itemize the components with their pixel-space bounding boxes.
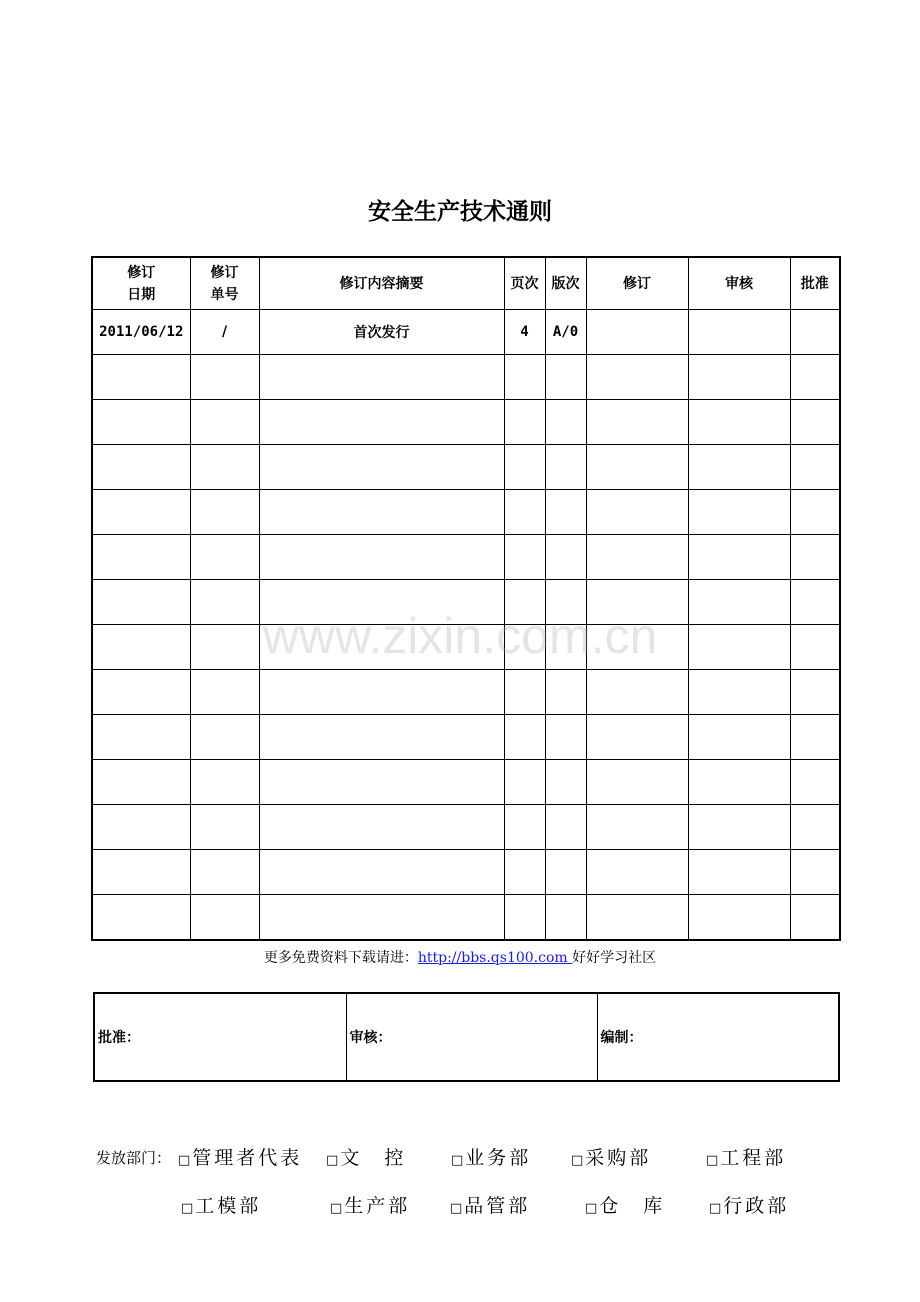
- cell-revision-date[interactable]: [92, 850, 190, 895]
- row2-dept-4[interactable]: [585, 1191, 665, 1218]
- header-revised-by: 修订: [586, 257, 688, 310]
- cell-page-count[interactable]: [504, 490, 545, 535]
- cell-version[interactable]: [545, 760, 586, 805]
- cell-approved-by[interactable]: [790, 805, 840, 850]
- watermark: www.zixin.com.cn: [262, 608, 658, 664]
- table-row: [92, 625, 840, 670]
- header-revision-date: 修订 日期: [92, 257, 190, 310]
- table-row: [92, 580, 840, 625]
- cell-revised-by[interactable]: [586, 760, 688, 805]
- cell-page-count[interactable]: [504, 625, 545, 670]
- checkbox-icon[interactable]: □: [181, 1201, 196, 1216]
- cell-approved-by[interactable]: [790, 400, 840, 445]
- promo-prefix: 更多免费资料下载请进：: [263, 950, 418, 966]
- dept-label: 行政部: [723, 1195, 790, 1217]
- cell-page-count[interactable]: [504, 400, 545, 445]
- cell-revised-by[interactable]: [586, 805, 688, 850]
- cell-reviewed-by[interactable]: [688, 625, 790, 670]
- cell-revised-by[interactable]: [586, 670, 688, 715]
- cell-reviewed-by[interactable]: [688, 580, 790, 625]
- cell-revision-number[interactable]: [190, 580, 259, 625]
- checkbox-icon[interactable]: □: [585, 1201, 600, 1216]
- cell-version[interactable]: [545, 895, 586, 941]
- cell-page-count[interactable]: [504, 715, 545, 760]
- dept-label: 工程部: [720, 1147, 787, 1169]
- cell-revision-date[interactable]: [92, 355, 190, 400]
- cell-page-count[interactable]: [504, 850, 545, 895]
- cell-revision-date[interactable]: [92, 580, 190, 625]
- promo-suffix: 好好学习社区: [572, 950, 657, 966]
- cell-revision-summary[interactable]: [259, 490, 504, 535]
- cell-revised-by[interactable]: [586, 310, 688, 355]
- cell-revision-date[interactable]: [92, 895, 190, 941]
- cell-revision-date[interactable]: [92, 445, 190, 490]
- cell-approved-by[interactable]: [790, 715, 840, 760]
- cell-revision-summary[interactable]: [259, 355, 504, 400]
- checkbox-icon[interactable]: □: [330, 1201, 345, 1216]
- cell-version[interactable]: [545, 490, 586, 535]
- cell-revision-date[interactable]: [92, 625, 190, 670]
- table-row: [92, 760, 840, 805]
- checkbox-icon[interactable]: □: [326, 1153, 341, 1168]
- cell-approved-by[interactable]: [790, 625, 840, 670]
- dept-label: 仓 库: [599, 1195, 666, 1217]
- dept-label: 业务部: [465, 1147, 532, 1169]
- checkbox-icon[interactable]: □: [706, 1153, 721, 1168]
- cell-version[interactable]: [545, 355, 586, 400]
- row2-dept-2[interactable]: [330, 1191, 410, 1218]
- cell-revised-by[interactable]: [586, 490, 688, 535]
- cell-revision-number[interactable]: [190, 850, 259, 895]
- cell-page-count[interactable]: [504, 355, 545, 400]
- table-row: [92, 805, 840, 850]
- cell-reviewed-by[interactable]: [688, 490, 790, 535]
- row1-dept-4[interactable]: [571, 1143, 651, 1170]
- cell-page-count[interactable]: [504, 445, 545, 490]
- cell-reviewed-by[interactable]: [688, 445, 790, 490]
- row2-dept-3[interactable]: [450, 1191, 530, 1218]
- cell-revised-by[interactable]: [586, 625, 688, 670]
- cell-revised-by[interactable]: [586, 895, 688, 941]
- header-revision-summary: 修订内容摘要: [259, 257, 504, 310]
- table-row: [92, 355, 840, 400]
- table-row: [92, 715, 840, 760]
- cell-revision-date[interactable]: [92, 715, 190, 760]
- cell-revised-by[interactable]: [586, 535, 688, 580]
- prepare-field[interactable]: 编制：: [597, 993, 839, 1081]
- cell-revision-number[interactable]: /: [190, 310, 259, 355]
- distribution-label: 发放部门：: [96, 1149, 172, 1167]
- dept-label: 生产部: [344, 1195, 411, 1217]
- cell-approved-by[interactable]: [790, 760, 840, 805]
- cell-revision-date[interactable]: 2011/06/12: [92, 310, 190, 355]
- header-approved-by: 批准: [790, 257, 840, 310]
- dept-label: 品管部: [464, 1195, 531, 1217]
- cell-revision-number[interactable]: [190, 670, 259, 715]
- table-row: [92, 445, 840, 490]
- row1-dept-2[interactable]: [326, 1143, 406, 1170]
- cell-revision-date[interactable]: [92, 670, 190, 715]
- cell-revision-summary[interactable]: [259, 760, 504, 805]
- dept-label: 采购部: [585, 1147, 652, 1169]
- row2-dept-5[interactable]: [709, 1191, 789, 1218]
- cell-revision-date[interactable]: [92, 490, 190, 535]
- dept-label: 工模部: [195, 1195, 262, 1217]
- cell-revision-summary[interactable]: [259, 400, 504, 445]
- cell-approved-by[interactable]: [790, 580, 840, 625]
- cell-revision-number[interactable]: [190, 355, 259, 400]
- dept-label: 文 控: [340, 1147, 407, 1169]
- cell-revision-number[interactable]: [190, 805, 259, 850]
- cell-revision-number[interactable]: [190, 400, 259, 445]
- cell-reviewed-by[interactable]: [688, 670, 790, 715]
- row1-dept-5[interactable]: [706, 1143, 786, 1170]
- cell-revision-number[interactable]: [190, 715, 259, 760]
- cell-revision-date[interactable]: [92, 535, 190, 580]
- cell-approved-by[interactable]: [790, 310, 840, 355]
- cell-approved-by[interactable]: [790, 535, 840, 580]
- review-field[interactable]: 审核：: [346, 993, 597, 1081]
- promo-link[interactable]: http://bbs.qs100.com: [417, 950, 573, 966]
- cell-page-count[interactable]: [504, 760, 545, 805]
- cell-reviewed-by[interactable]: [688, 760, 790, 805]
- table-row: [92, 400, 840, 445]
- cell-reviewed-by[interactable]: [688, 715, 790, 760]
- promo-line: [0, 947, 920, 967]
- table-row: [92, 670, 840, 715]
- cell-revision-summary[interactable]: [259, 535, 504, 580]
- cell-revision-summary[interactable]: [259, 445, 504, 490]
- cell-revised-by[interactable]: [586, 580, 688, 625]
- cell-reviewed-by[interactable]: [688, 400, 790, 445]
- cell-approved-by[interactable]: [790, 850, 840, 895]
- header-page-count: 页次: [504, 257, 545, 310]
- cell-version[interactable]: [545, 715, 586, 760]
- cell-reviewed-by[interactable]: [688, 895, 790, 941]
- table-header-row: [92, 257, 840, 310]
- cell-revision-summary[interactable]: [259, 850, 504, 895]
- cell-version[interactable]: [545, 625, 586, 670]
- cell-revision-number[interactable]: [190, 490, 259, 535]
- cell-revision-summary[interactable]: [259, 715, 504, 760]
- cell-version[interactable]: [545, 670, 586, 715]
- table-row: [92, 895, 840, 941]
- header-version: 版次: [545, 257, 586, 310]
- document-title: 安全生产技术通则: [368, 198, 552, 225]
- row1-dept-3[interactable]: [451, 1143, 531, 1170]
- cell-revised-by[interactable]: [586, 850, 688, 895]
- cell-reviewed-by[interactable]: [688, 535, 790, 580]
- cell-reviewed-by[interactable]: [688, 850, 790, 895]
- cell-version[interactable]: A/0: [545, 310, 586, 355]
- cell-revision-number[interactable]: [190, 535, 259, 580]
- cell-revised-by[interactable]: [586, 355, 688, 400]
- table-row: [92, 310, 840, 355]
- revision-table: [91, 256, 841, 941]
- cell-revision-summary[interactable]: [259, 670, 504, 715]
- row1-dept-1[interactable]: [178, 1143, 302, 1170]
- checkbox-icon[interactable]: □: [178, 1153, 193, 1168]
- cell-version[interactable]: [545, 580, 586, 625]
- cell-revised-by[interactable]: [586, 400, 688, 445]
- cell-approved-by[interactable]: [790, 670, 840, 715]
- checkbox-icon[interactable]: □: [451, 1153, 466, 1168]
- cell-page-count[interactable]: [504, 670, 545, 715]
- approve-field[interactable]: 批准：: [94, 993, 346, 1081]
- cell-page-count[interactable]: [504, 805, 545, 850]
- cell-approved-by[interactable]: [790, 895, 840, 941]
- cell-revision-summary[interactable]: 首次发行: [259, 310, 504, 355]
- signature-table: [93, 992, 840, 1082]
- cell-version[interactable]: [545, 850, 586, 895]
- cell-revised-by[interactable]: [586, 445, 688, 490]
- cell-revision-date[interactable]: [92, 400, 190, 445]
- cell-approved-by[interactable]: [790, 355, 840, 400]
- cell-version[interactable]: [545, 535, 586, 580]
- cell-page-count[interactable]: [504, 580, 545, 625]
- cell-approved-by[interactable]: [790, 490, 840, 535]
- header-revision-number: 修订 单号: [190, 257, 259, 310]
- table-row: [92, 535, 840, 580]
- cell-page-count[interactable]: [504, 895, 545, 941]
- cell-revision-number[interactable]: [190, 895, 259, 941]
- cell-revision-date[interactable]: [92, 760, 190, 805]
- table-row: [92, 490, 840, 535]
- cell-reviewed-by[interactable]: [688, 805, 790, 850]
- cell-approved-by[interactable]: [790, 445, 840, 490]
- cell-version[interactable]: [545, 400, 586, 445]
- cell-reviewed-by[interactable]: [688, 355, 790, 400]
- row2-dept-1[interactable]: [181, 1191, 261, 1218]
- dept-label: 管理者代表: [192, 1147, 303, 1169]
- cell-revision-summary[interactable]: [259, 805, 504, 850]
- cell-revision-summary[interactable]: [259, 580, 504, 625]
- cell-revision-summary[interactable]: [259, 625, 504, 670]
- cell-version[interactable]: [545, 445, 586, 490]
- cell-revision-number[interactable]: [190, 445, 259, 490]
- cell-revision-number[interactable]: [190, 760, 259, 805]
- checkbox-icon[interactable]: □: [709, 1201, 724, 1216]
- cell-page-count[interactable]: 4: [504, 310, 545, 355]
- checkbox-icon[interactable]: □: [450, 1201, 465, 1216]
- cell-revision-date[interactable]: [92, 805, 190, 850]
- cell-page-count[interactable]: [504, 535, 545, 580]
- cell-revised-by[interactable]: [586, 715, 688, 760]
- cell-reviewed-by[interactable]: [688, 310, 790, 355]
- cell-version[interactable]: [545, 805, 586, 850]
- cell-revision-summary[interactable]: [259, 895, 504, 941]
- header-reviewed-by: 审核: [688, 257, 790, 310]
- cell-revision-number[interactable]: [190, 625, 259, 670]
- checkbox-icon[interactable]: □: [571, 1153, 586, 1168]
- table-row: [92, 850, 840, 895]
